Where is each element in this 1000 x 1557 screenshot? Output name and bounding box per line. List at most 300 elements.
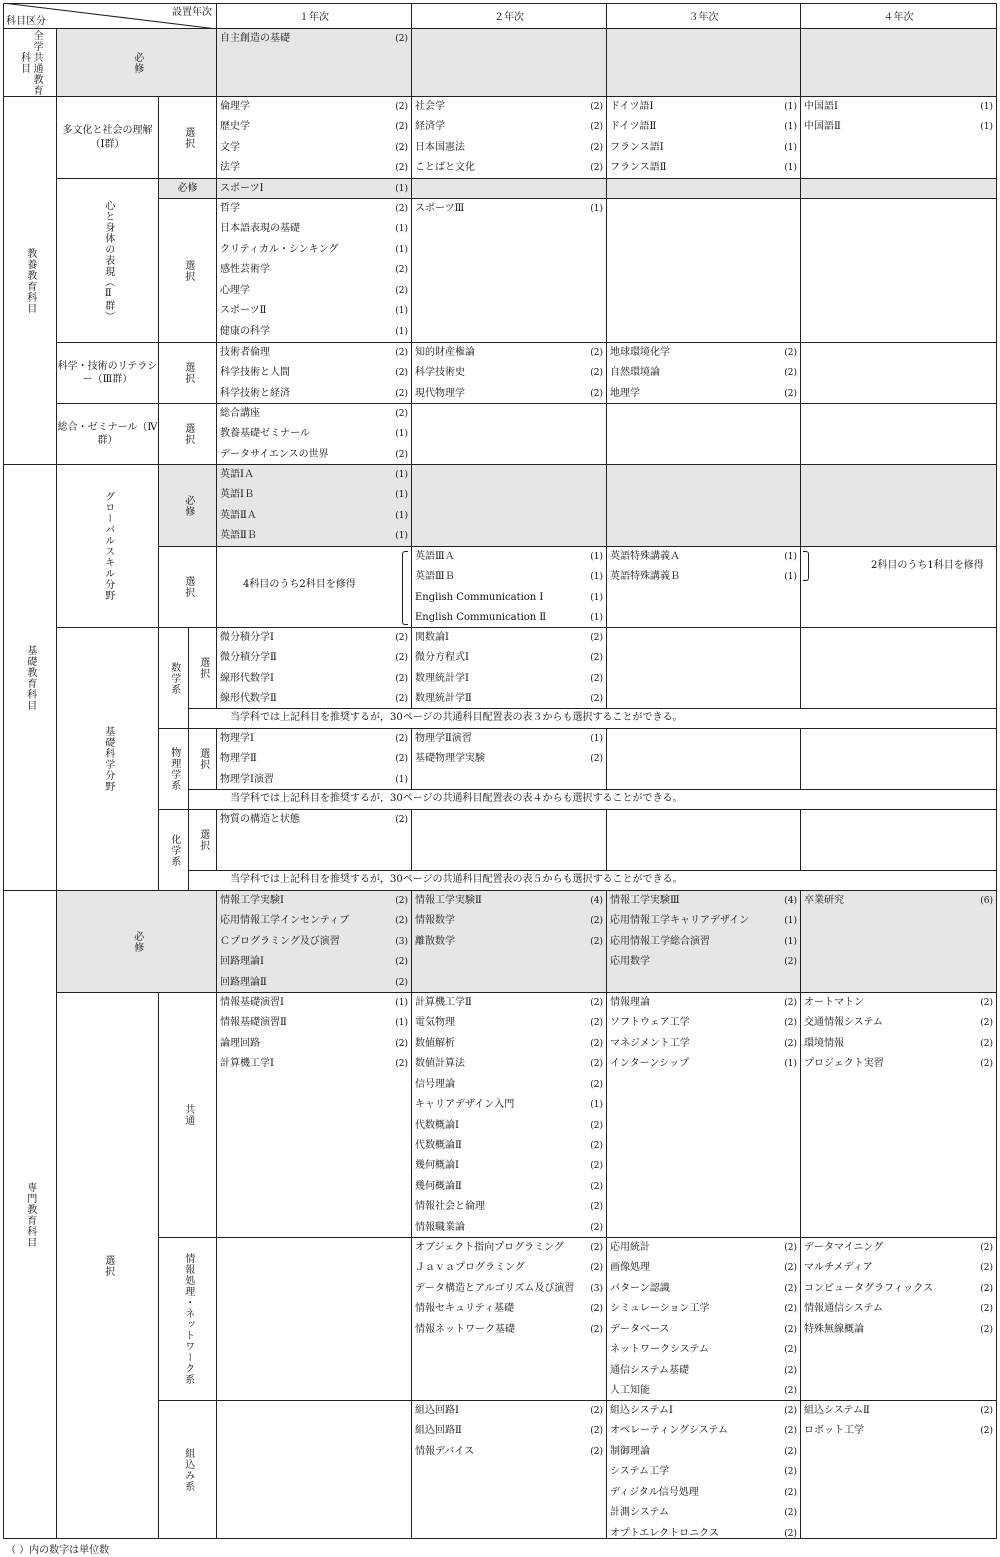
course-name: ことばと文化: [415, 162, 475, 174]
course-item: [412, 608, 606, 628]
english-elective-brace-left: [402, 551, 408, 625]
course-name: オブジェクト指向プログラミング: [415, 1242, 564, 1253]
global-sentaku-label: 選択: [182, 576, 194, 598]
course-item: [801, 1401, 996, 1421]
course-name: 情報理論: [610, 997, 650, 1008]
course-name: 自主創造の基礎: [220, 33, 290, 44]
course-item: [217, 952, 411, 972]
g2h-year-1-cell: [217, 179, 412, 199]
course-item: [217, 1054, 411, 1074]
course-item: [607, 1503, 800, 1523]
g1-year-3-cell: [607, 97, 801, 179]
course-credits: (2): [590, 673, 603, 684]
course-credits: (2): [784, 957, 797, 968]
course-item: [412, 1075, 606, 1095]
course-name: 科学技術と経済: [220, 387, 290, 399]
course-name: 物理学Ⅰ: [220, 733, 254, 744]
curriculum-table: [3, 3, 997, 1539]
course-item: [412, 1258, 606, 1278]
course-name: マネジメント工学: [610, 1037, 690, 1049]
course-item: [412, 1279, 606, 1299]
eng1-recommendation-note: 4科目のうち2科目を修得: [243, 579, 356, 590]
course-credits: (4): [590, 896, 603, 906]
course-item: [217, 891, 411, 911]
course-name: 応用統計: [610, 1242, 650, 1253]
course-credits: (2): [590, 998, 603, 1008]
g2s-year-1-cell: [217, 199, 412, 343]
course-name: 基礎物理学実験: [415, 753, 485, 765]
course-name: データサイエンスの世界: [220, 448, 329, 460]
course-name: 心理学: [220, 284, 250, 296]
course-name: ソフトウェア工学: [610, 1017, 690, 1029]
course-item: [801, 1320, 996, 1340]
course-credits: (1): [395, 184, 408, 194]
course-name: 総合講座: [220, 408, 260, 419]
course-credits: (1): [784, 102, 797, 112]
eng4-recommendation-note: 2科目のうち1科目を修得: [871, 560, 984, 571]
header-install-year: 設置年次: [172, 7, 212, 18]
course-name: 科学技術史: [415, 367, 465, 379]
group2-hisshu-label: 必修: [177, 182, 198, 194]
course-name: システム工学: [610, 1466, 669, 1478]
course-credits: (2): [590, 1304, 603, 1315]
course-name: 情報基礎演習Ⅱ: [220, 1017, 287, 1029]
johoshori-year-1-cell: [217, 1238, 412, 1401]
zenkyotsu-category: [3, 29, 57, 97]
course-credits: (2): [590, 368, 603, 379]
course-name: プロジェクト実習: [804, 1058, 884, 1070]
course-item: [607, 1013, 800, 1033]
course-item: [607, 1340, 800, 1360]
g3-year-4-cell: [801, 343, 997, 404]
math-recommendation-note: 当学科では上記科目を推奨するが，30ページの共通科目配置表の表３からも選択することができる。: [230, 712, 683, 723]
math-year-3-cell: [607, 628, 801, 709]
course-name: スポーツⅡ: [220, 305, 267, 317]
group1-category-label: 多文化と社会の理解（Ⅰ群）: [62, 125, 153, 150]
course-credits: (2): [395, 957, 408, 968]
kumikomi-category: [159, 1401, 217, 1539]
course-credits: (2): [590, 1120, 603, 1131]
kumikomi-year-1-cell: [217, 1401, 412, 1539]
course-credits: (2): [395, 1059, 408, 1070]
course-name: 特殊無線概論: [804, 1323, 864, 1335]
group4-category-label: 総合・ゼミナール（Ⅳ群）: [57, 421, 158, 446]
kisokagaku-category-label: 基礎科学分野: [102, 726, 114, 792]
course-credits: (2): [395, 348, 408, 358]
course-name: インターンシップ: [610, 1058, 689, 1070]
course-item: [412, 384, 606, 404]
course-name: 論理回路: [220, 1037, 260, 1049]
course-item: [412, 1013, 606, 1033]
course-item: [607, 384, 800, 404]
course-name: 物理学Ⅰ演習: [220, 773, 274, 785]
course-credits: (1): [395, 1018, 408, 1029]
global-sentaku: [159, 547, 217, 628]
course-credits: (2): [980, 1426, 993, 1437]
kisokagaku-category: [57, 628, 159, 891]
course-credits: (2): [395, 34, 408, 44]
course-item: [607, 158, 800, 178]
course-item: [801, 1421, 996, 1441]
group2-sentaku-label: 選択: [182, 259, 194, 282]
kiso-category: [3, 465, 57, 891]
course-credits: (1): [395, 490, 408, 501]
header-year-1: １年次: [217, 3, 412, 29]
course-credits: (2): [590, 1202, 603, 1213]
zenkyotsu-year-1-cell: [217, 29, 412, 97]
g3-year-2-cell: [412, 343, 607, 404]
course-credits: (2): [395, 653, 408, 664]
course-name: フランス語Ⅰ: [610, 141, 664, 153]
course-name: 英語ⅠＡ: [220, 469, 254, 480]
course-item: [801, 891, 996, 911]
course-item: [412, 117, 606, 137]
course-item: [412, 729, 606, 749]
course-name: 技術者倫理: [220, 347, 270, 358]
course-credits: (2): [590, 916, 603, 927]
course-credits: (2): [590, 163, 603, 174]
course-item: [217, 465, 411, 485]
course-item: [217, 628, 411, 648]
course-name: 回路理論Ⅰ: [220, 956, 264, 968]
header-year-3: ３年次: [607, 3, 801, 29]
g4-year-1-cell: [217, 404, 412, 465]
course-item: [607, 891, 800, 911]
course-name: 計算機工学Ⅱ: [415, 997, 472, 1008]
group2-sentaku: [159, 199, 217, 343]
course-item: [217, 219, 411, 239]
math-year-4-cell: [801, 628, 997, 709]
kiso-category-label: 基礎教育科目: [24, 644, 36, 711]
course-item: [801, 1299, 996, 1319]
course-item: [607, 1401, 800, 1421]
course-name: 情報工学実験Ⅲ: [610, 895, 680, 906]
course-credits: (2): [395, 815, 408, 825]
course-item: [217, 158, 411, 178]
course-name: データ構造とアルゴリズム及び演習: [415, 1282, 575, 1294]
course-name: 組込回路Ⅱ: [415, 1425, 462, 1437]
course-name: 情報職業論: [415, 1221, 465, 1233]
course-credits: (2): [980, 998, 993, 1008]
course-name: 微分積分学Ⅰ: [220, 632, 274, 643]
phys-year-1-cell: [217, 729, 412, 790]
kumikomi-year-4-cell: [801, 1401, 997, 1539]
zenkyotsu-year-3-cell: [607, 29, 801, 97]
course-item: [217, 179, 411, 199]
course-credits: (2): [784, 1365, 797, 1376]
phys-recommendation-note: 当学科では上記科目を推奨するが，30ページの共通科目配置表の表４からも選択することができる。: [230, 793, 683, 804]
course-item: [607, 1381, 800, 1401]
g2h-year-4-cell: [801, 179, 997, 199]
group3-category-label: 科学・技術のリテラシー（Ⅲ群）: [57, 360, 158, 385]
course-credits: (2): [784, 1467, 797, 1478]
course-credits: (2): [784, 1508, 797, 1519]
course-name: 離散数学: [415, 935, 455, 947]
course-name: 文学: [220, 141, 240, 153]
course-credits: (2): [395, 122, 408, 133]
course-item: [217, 911, 411, 931]
course-credits: (2): [395, 673, 408, 684]
course-credits: (2): [784, 1345, 797, 1356]
course-credits: (1): [590, 552, 603, 562]
credits-footnote: （ ）内の数字は単位数: [6, 1545, 110, 1556]
zenkyotsu-year-2-cell: [412, 29, 607, 97]
course-credits: (2): [784, 1406, 797, 1416]
course-name: 微分積分学Ⅱ: [220, 652, 277, 664]
group1-sentaku: [159, 97, 217, 179]
course-name: 感性芸術学: [220, 264, 270, 276]
course-name: 中国語Ⅱ: [804, 121, 841, 133]
course-item: [217, 993, 411, 1013]
group4-category: [57, 404, 159, 465]
course-item: [412, 648, 606, 668]
course-name: 情報数学: [415, 915, 455, 927]
course-name: 物質の構造と状態: [220, 814, 300, 825]
course-item: [412, 1197, 606, 1217]
course-item: [412, 97, 606, 117]
chem-year-3-cell: [607, 810, 801, 871]
course-credits: (2): [395, 449, 408, 460]
course-credits: (2): [590, 694, 603, 705]
course-name: データマイニング: [804, 1242, 884, 1253]
course-name: 電気物理: [415, 1017, 455, 1029]
course-credits: (2): [395, 754, 408, 765]
course-item: [217, 199, 411, 219]
course-item: [607, 1238, 800, 1258]
course-credits: (2): [395, 1038, 408, 1049]
course-credits: (2): [395, 388, 408, 399]
course-name: データベース: [610, 1323, 670, 1335]
course-item: [412, 1177, 606, 1197]
course-item: [217, 749, 411, 769]
course-name: 応用情報工学キャリアデザイン: [610, 915, 750, 927]
group3-category: [57, 343, 159, 404]
johoshori-year-4-cell: [801, 1238, 997, 1401]
course-item: [607, 952, 800, 972]
course-item: [217, 526, 411, 546]
course-credits: (2): [784, 1528, 797, 1539]
course-name: 応用情報工学総合演習: [610, 935, 710, 947]
group1-category: [57, 97, 159, 179]
course-item: [607, 567, 800, 587]
course-item: [217, 648, 411, 668]
course-item: [412, 588, 606, 608]
course-item: [412, 1238, 606, 1258]
course-credits: (2): [784, 1018, 797, 1029]
course-item: [607, 1279, 800, 1299]
course-name: 組込システムⅡ: [804, 1405, 870, 1416]
header-subject-category: 科目区分: [6, 16, 46, 27]
course-name: 情報セキュリティ基礎: [415, 1303, 514, 1315]
group2-hisshu: [159, 179, 217, 199]
course-name: 数値計算法: [415, 1058, 465, 1070]
course-name: 制御理論: [610, 1445, 650, 1457]
math-sentaku: [189, 628, 217, 709]
course-name: フランス語Ⅱ: [610, 162, 667, 174]
course-credits: (2): [980, 1243, 993, 1253]
course-item: [412, 993, 606, 1013]
course-item: [412, 1136, 606, 1156]
course-credits: (2): [590, 653, 603, 664]
course-name: 物理学Ⅱ: [220, 753, 257, 765]
course-item: [217, 29, 411, 49]
course-credits: (2): [590, 1406, 603, 1416]
course-item: [412, 1401, 606, 1421]
senmon-category-label: 専門教育科目: [24, 1181, 36, 1248]
course-credits: (6): [980, 896, 993, 906]
course-item: [607, 1054, 800, 1074]
kumikomi-year-2-cell: [412, 1401, 607, 1539]
course-name: マルチメディア: [804, 1262, 873, 1274]
course-item: [217, 424, 411, 444]
kyotsu-year-3-cell: [607, 993, 801, 1238]
course-credits: (2): [590, 1243, 603, 1253]
course-item: [217, 322, 411, 342]
group2-category: [57, 179, 159, 343]
course-name: 数理統計学Ⅱ: [415, 693, 472, 705]
global-hisshu: [159, 465, 217, 547]
course-item: [217, 973, 411, 993]
course-credits: (2): [395, 896, 408, 906]
g2s-year-2-cell: [412, 199, 607, 343]
course-credits: (2): [590, 1263, 603, 1274]
course-item: [217, 729, 411, 749]
course-credits: (2): [395, 265, 408, 276]
course-name: 英語ⅡＢ: [220, 530, 257, 542]
course-item: [217, 445, 411, 465]
course-credits: (2): [590, 1018, 603, 1029]
course-name: オートマトン: [804, 997, 864, 1008]
course-credits: (2): [395, 368, 408, 379]
course-credits: (2): [784, 1385, 797, 1396]
course-name: オプトエレクトロニクス: [610, 1527, 719, 1539]
course-credits: (1): [784, 122, 797, 133]
course-name: 法学: [220, 162, 240, 174]
course-item: [607, 1320, 800, 1340]
course-name: 自然環境論: [610, 367, 660, 379]
course-name: シミュレーション工学: [610, 1303, 710, 1315]
chem-sentaku: [189, 810, 217, 871]
gbs-year-3-cell: [607, 547, 801, 628]
course-credits: (1): [784, 936, 797, 947]
course-credits: (2): [590, 1038, 603, 1049]
johoshori-year-3-cell: [607, 1238, 801, 1401]
course-item: [217, 363, 411, 383]
course-name: パターン認識: [610, 1282, 670, 1294]
course-name: ドイツ語Ⅱ: [610, 121, 657, 133]
phys-category: [159, 729, 189, 810]
course-credits: (2): [784, 1038, 797, 1049]
course-name: English Communication Ⅱ: [415, 612, 547, 624]
course-item: [217, 810, 411, 830]
course-credits: (1): [590, 734, 603, 744]
course-item: [607, 1442, 800, 1462]
global-category-label: グローバルスキル分野: [102, 491, 114, 601]
course-credits: (2): [590, 1446, 603, 1457]
course-item: [217, 343, 411, 363]
course-credits: (1): [395, 429, 408, 440]
course-credits: (1): [395, 224, 408, 235]
math-year-2-cell: [412, 628, 607, 709]
course-name: 計測システム: [610, 1507, 669, 1519]
chem-year-2-cell: [412, 810, 607, 871]
course-item: [412, 1421, 606, 1441]
group3-sentaku-label: 選択: [182, 362, 194, 384]
course-item: [607, 1421, 800, 1441]
course-name: 知的財産権論: [415, 347, 475, 358]
course-name: 倫理学: [220, 101, 250, 112]
course-credits: (4): [784, 896, 797, 906]
kumikomi-category-label: 組込み系: [182, 1447, 194, 1492]
course-item: [801, 1013, 996, 1033]
course-item: [607, 1483, 800, 1503]
kumikomi-year-3-cell: [607, 1401, 801, 1539]
course-item: [607, 1299, 800, 1319]
g1-year-2-cell: [412, 97, 607, 179]
course-credits: (1): [784, 163, 797, 174]
course-credits: (2): [784, 1304, 797, 1315]
course-item: [412, 567, 606, 587]
course-name: 地理学: [610, 387, 640, 399]
course-name: 歴史学: [220, 121, 250, 133]
course-name: 情報基礎演習Ⅰ: [220, 997, 284, 1008]
kyotsu-year-2-cell: [412, 993, 607, 1238]
course-name: 物理学Ⅱ演習: [415, 733, 472, 744]
header-corner: [3, 3, 217, 29]
gbh-year-3-cell: [607, 465, 801, 547]
course-credits: (1): [784, 572, 797, 583]
course-name: 数理統計学Ⅰ: [415, 672, 469, 684]
course-name: 英語ⅢＢ: [415, 571, 455, 583]
phys-sentaku: [189, 729, 217, 790]
course-credits: (2): [784, 1324, 797, 1335]
course-name: 信号理論: [415, 1078, 455, 1090]
course-credits: (2): [590, 102, 603, 112]
header-year-4: ４年次: [801, 3, 997, 29]
course-item: [217, 689, 411, 709]
course-name: 科学技術と人間: [220, 367, 290, 379]
course-name: 線形代数学Ⅱ: [220, 693, 277, 705]
group4-sentaku-label: 選択: [182, 423, 194, 445]
math-category: [159, 628, 189, 729]
g3-year-1-cell: [217, 343, 412, 404]
course-item: [412, 689, 606, 709]
chem-recommendation-note: 当学科では上記科目を推奨するが，30ページの共通科目配置表の表５からも選択することができる。: [230, 874, 683, 885]
course-credits: (1): [395, 306, 408, 317]
course-item: [412, 1442, 606, 1462]
course-item: [217, 301, 411, 321]
phys-year-3-cell: [607, 729, 801, 790]
course-item: [801, 1034, 996, 1054]
course-item: [412, 158, 606, 178]
kyotsu-year-4-cell: [801, 993, 997, 1238]
course-credits: (2): [784, 1487, 797, 1498]
course-item: [217, 384, 411, 404]
chem-category: [159, 810, 189, 891]
course-name: 数値解析: [415, 1037, 455, 1049]
johoshori-category-label: 情報処理・ネットワーク系: [182, 1253, 194, 1385]
course-credits: (1): [784, 916, 797, 927]
course-credits: (2): [590, 348, 603, 358]
g4-year-2-cell: [412, 404, 607, 465]
course-name: 情報社会と倫理: [415, 1201, 485, 1213]
course-credits: (1): [395, 531, 408, 542]
course-name: 代数概論Ⅱ: [415, 1139, 462, 1151]
course-item: [217, 138, 411, 158]
global-hisshu-label: 必修: [182, 494, 194, 517]
course-name: 教養基礎ゼミナール: [220, 428, 310, 440]
english-elective-brace-right: [803, 551, 809, 581]
